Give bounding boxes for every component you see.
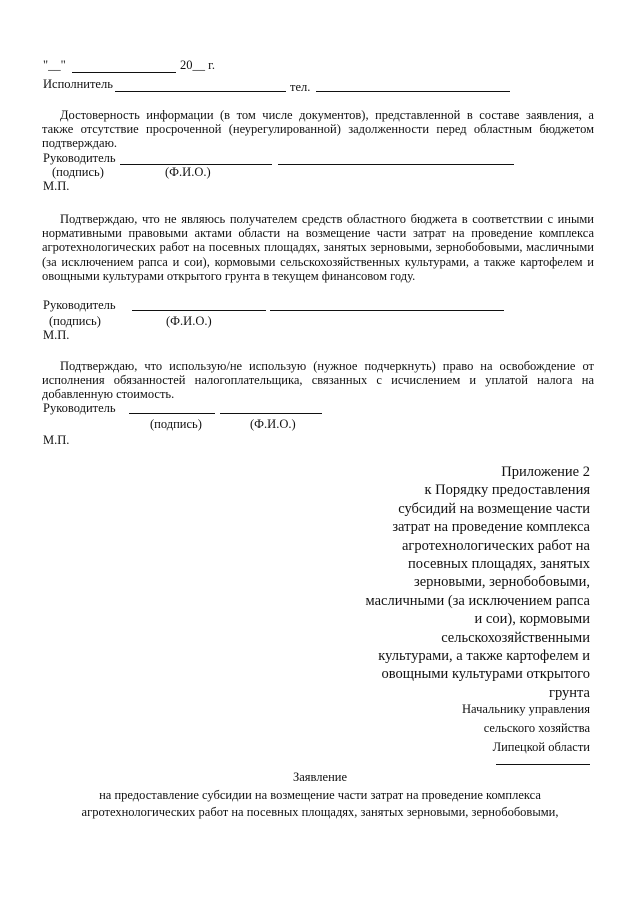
section1-fio-line bbox=[278, 164, 514, 165]
section1-fio-caption: (Ф.И.О.) bbox=[165, 165, 211, 179]
section3-stamp: М.П. bbox=[43, 433, 70, 447]
appendix-title: Приложение 2 bbox=[501, 464, 590, 480]
appendix-line: и сои), кормовыми bbox=[474, 611, 590, 628]
statement-line-1: на предоставление субсидии на возмещение части затрат на проведение комплекса bbox=[99, 788, 541, 802]
addressee-line: Начальнику управления bbox=[462, 702, 590, 716]
section3-signature-caption: (подпись) bbox=[150, 417, 202, 431]
addressee-line: Липецкой области bbox=[492, 739, 590, 754]
executor-name-line bbox=[115, 91, 286, 92]
section1-text: Достоверность информации (в том числе документов), представленной в составе заявления, а также отсутствие просроченной (неурегулированной) задолженности перед областным бюджетом подтверждаю. bbox=[42, 108, 594, 151]
appendix-line: масличными (за исключением рапса bbox=[365, 592, 590, 609]
appendix-line: затрат на проведение комплекса bbox=[392, 519, 590, 536]
appendix-line: культурами, а также картофелем и bbox=[378, 648, 590, 665]
executor-label: Исполнитель bbox=[43, 77, 113, 91]
section1-signature-caption: (подпись) bbox=[52, 165, 104, 179]
appendix-line: к Порядку предоставления bbox=[424, 482, 590, 499]
section3-signature-line bbox=[129, 413, 215, 414]
section3-fio-caption: (Ф.И.О.) bbox=[250, 417, 296, 431]
statement-title: Заявление bbox=[292, 770, 347, 784]
appendix-line: овощными культурами открытого bbox=[381, 666, 590, 683]
section1-stamp: М.П. bbox=[43, 179, 70, 193]
phone-label: тел. bbox=[290, 80, 311, 94]
addressee-block bbox=[462, 700, 590, 756]
appendix-block bbox=[366, 463, 590, 702]
addressee-line: сельского хозяйства bbox=[483, 720, 590, 735]
appendix-line: грунта bbox=[549, 684, 590, 701]
appendix-line: посевных площадях, занятых bbox=[408, 556, 590, 573]
section1-head-label: Руководитель bbox=[43, 151, 116, 165]
section2-fio-line bbox=[270, 310, 504, 311]
section2-signature-caption: (подпись) bbox=[49, 314, 101, 328]
section2-stamp: М.П. bbox=[43, 328, 70, 342]
section2-head-label: Руководитель bbox=[43, 298, 116, 312]
appendix-line: агротехнологических работ на bbox=[401, 537, 590, 554]
date-year: 20__ г. bbox=[180, 58, 215, 72]
date-month-line bbox=[72, 72, 176, 73]
section3-fio-line bbox=[220, 413, 322, 414]
addressee-underline bbox=[496, 764, 590, 765]
section2-fio-caption: (Ф.И.О.) bbox=[166, 314, 212, 328]
statement-line-2: агротехнологических работ на посевных площадях, занятых зерновыми, зернобобовыми, bbox=[81, 805, 559, 819]
section3-head-label: Руководитель bbox=[43, 401, 116, 415]
appendix-line: зерновыми, зернобобовыми, bbox=[413, 574, 590, 591]
appendix-line: сельскохозяйственными bbox=[441, 629, 590, 646]
phone-line bbox=[316, 91, 510, 92]
section3-text: Подтверждаю, что использую/не использую (нужное подчеркнуть) право на освобождение от исполнения обязанностей налогоплательщика, связанных с исчислением и уплатой налога на добавленную стоимость. bbox=[42, 359, 594, 402]
section2-text: Подтверждаю, что не являюсь получателем средств областного бюджета в соответствии с иными нормативными правовыми актами области на возмещение части затрат на проведение комплекса агротехнологических работ на посевных площадях, занятых зерновыми, зернобобовыми, масличными (за исключением рапса и сои), кормовыми сельскохозяйственных культурами, а также картофелем и овощными культурами открытого грунта в текущем финансовом году. bbox=[42, 212, 594, 283]
appendix-line: субсидий на возмещение части bbox=[398, 500, 590, 517]
date-quote: "__" bbox=[43, 58, 66, 72]
section2-signature-line bbox=[132, 310, 266, 311]
